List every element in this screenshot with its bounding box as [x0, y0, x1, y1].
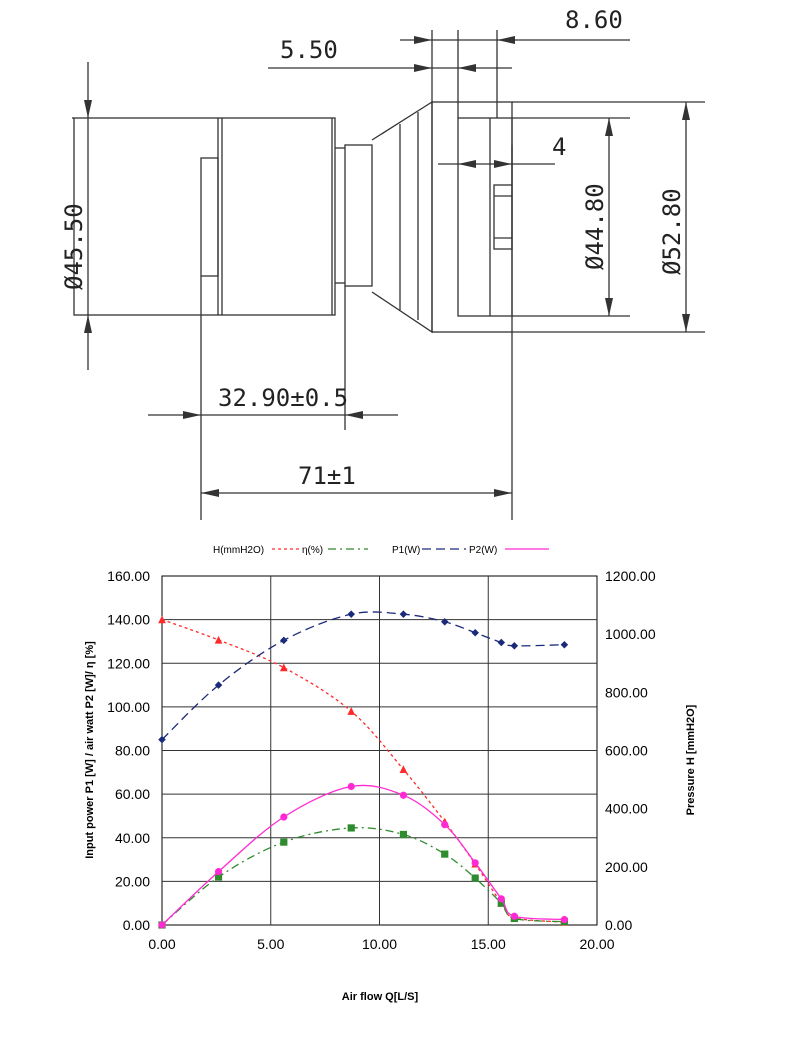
x-tick-label: 5.00: [257, 936, 285, 952]
arrowhead: [605, 298, 613, 316]
motor-body: [74, 118, 335, 315]
data-point: [400, 831, 406, 837]
y-left-tick-label: 0.00: [122, 917, 150, 933]
legend-label: P2(W): [469, 545, 498, 556]
arrowhead: [345, 411, 363, 419]
arrowhead: [84, 100, 92, 118]
x-tick-label: 10.00: [361, 936, 398, 952]
dim-text-8-60: 8.60: [565, 6, 623, 34]
data-point: [561, 916, 567, 922]
arrowhead: [414, 36, 432, 44]
y-right-axis-title: Pressure H [mmH2O]: [685, 704, 697, 816]
data-point: [215, 868, 221, 874]
body-slot: [201, 158, 218, 276]
dim-text-5-50: 5.50: [280, 36, 338, 64]
y-left-tick-label: 120.00: [107, 655, 150, 672]
arrowhead: [458, 64, 476, 72]
y-right-tick-label: 200.00: [605, 858, 648, 875]
y-left-tick-label: 20.00: [114, 873, 150, 890]
legend-label: P1(W): [392, 545, 421, 556]
x-tick-label: 0.00: [148, 936, 176, 952]
arrowhead: [497, 36, 515, 44]
y-left-tick-label: 40.00: [114, 829, 150, 846]
y-left-tick-labels: [107, 568, 150, 933]
y-left-axis-title: Input power P1 [W] / air watt P2 [W]/ η [%]: [84, 641, 96, 859]
data-point: [400, 792, 406, 798]
arrowhead: [494, 160, 512, 168]
data-point: [442, 821, 448, 827]
arrowhead: [84, 315, 92, 333]
fan-inner: [458, 118, 512, 316]
data-point: [348, 783, 354, 789]
data-point: [348, 825, 354, 831]
legend: [213, 545, 549, 556]
y-right-tick-label: 600.00: [605, 742, 648, 759]
arrowhead: [682, 102, 690, 120]
data-point: [281, 814, 287, 820]
arrowhead: [494, 489, 512, 497]
neck: [345, 145, 372, 286]
y-right-tick-label: 400.00: [605, 800, 648, 817]
dim-text-dia-left: Ø45.50: [60, 203, 88, 290]
y-left-tick-label: 100.00: [107, 698, 150, 715]
data-point: [511, 913, 517, 919]
dim-text-4: 4: [552, 133, 567, 161]
x-axis-title: Air flow Q[L/S]: [341, 991, 419, 1003]
technical-drawing: [72, 30, 705, 520]
legend-label: H(mmH2O): [213, 545, 265, 556]
x-tick-label: 15.00: [470, 936, 506, 952]
y-right-tick-label: 1200.00: [605, 568, 656, 584]
x-tick-labels: [148, 936, 614, 952]
arrowhead: [414, 64, 432, 72]
y-left-tick-label: 160.00: [107, 568, 150, 584]
dim-text-71: 71±1: [298, 462, 356, 490]
dim-text-dia-mid: Ø44.80: [581, 183, 609, 270]
data-point: [472, 860, 478, 866]
arrowhead: [458, 160, 476, 168]
x-tick-label: 20.00: [579, 936, 615, 952]
arrowhead: [201, 489, 219, 497]
data-point: [281, 839, 287, 845]
y-right-tick-label: 800.00: [605, 684, 648, 701]
y-right-tick-label: 1000.00: [605, 626, 656, 643]
cone-top: [372, 102, 432, 332]
fan-housing: [432, 102, 512, 332]
dim-text-32-90: 32.90±0.5: [218, 384, 349, 412]
data-point: [442, 851, 448, 857]
dim-text-dia-right: Ø52.80: [658, 188, 686, 275]
y-left-tick-label: 60.00: [114, 786, 150, 803]
performance-chart: [84, 545, 697, 1003]
arrowhead: [183, 411, 201, 419]
y-left-tick-label: 80.00: [114, 742, 150, 759]
data-point: [472, 875, 478, 881]
data-point: [498, 896, 504, 902]
y-left-tick-label: 140.00: [107, 611, 150, 628]
arrowhead: [605, 118, 613, 136]
data-point: [159, 922, 165, 928]
fan-hub: [494, 185, 512, 249]
legend-label: η(%): [302, 545, 324, 556]
y-right-tick-labels: [605, 568, 656, 933]
y-right-tick-label: 0.00: [605, 917, 633, 933]
arrowhead: [682, 314, 690, 332]
